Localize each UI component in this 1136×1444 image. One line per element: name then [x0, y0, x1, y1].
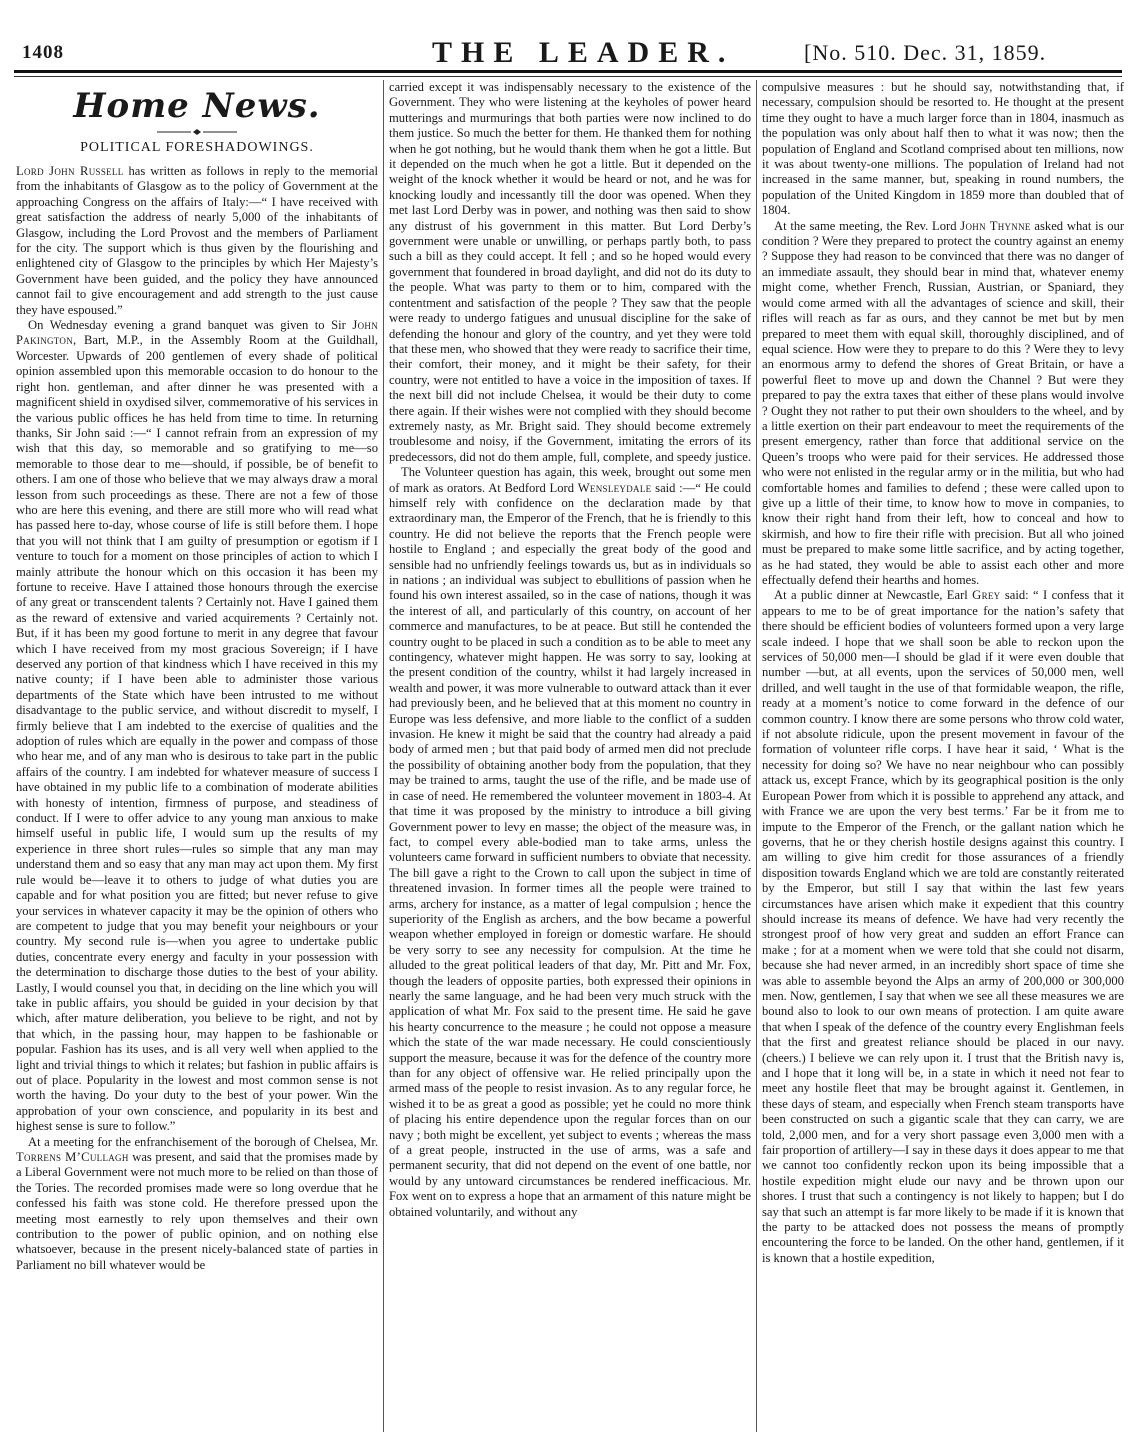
paragraph: [16, 318, 378, 1135]
paragraph: [762, 588, 1124, 1266]
person-name: Wensleydale: [577, 480, 652, 495]
paragraph: [16, 1135, 378, 1274]
paragraph-text: At a meeting for the enfranchisement of the borough of Chelsea, Mr.: [28, 1134, 378, 1149]
paragraph-text: asked what is our condition ? Were they prepared to protect the country against an enemy ? Suppose they had reason to be convinced that there was no danger of an immediate assault, they should bear in mind that, whatever enemy might come, whether French, Russian, Austrian, or Spaniard, they would come armed with all the advantages of science and skill, their rifles will reach as far as ours, and they cannot be met but by men prepared to meet them with equal skill, thoroughly disciplined, and of equal science. How were they to prepare to do this ? Were they to levy an enormous army to defend the shores of Great Britain, or have a powerful fleet to move up and down the Channel ? But were they prepared to pay the extra taxes that either of these plans would involve ? Ought they not rather to put their own shoulders to the wheel, and by a little exertion on their part endeavour to meet the requirements of the present emergency, rather than force that additional service on the Queen’s troops who were paid for their services. He addressed those who were not enlisted in the regular army or in the militia, but who had comfortable homes and families to defend ; these were called upon to give up a little of their time, to know how to move in companies, to know their right hand from their left, how to conceal and how to skirmish, and how to fire their rifle with precision. But all who joined must be prepared to make some little sacrifice, and by acting together, as he had stated, they would be able to assist each other and more effectually defend their hearths and homes.: [762, 218, 1124, 587]
paragraph-text: said :—“ He could himself rely with confidence on the declaration made by that extraordinary man, the Emperor of the French, that he is friendly to this country. He did not believe the reports that the French people were hostile to England ; and especially the great body of the good and sensible had no unfriendly feelings towards us, but as in individuals so in nations ; an individual was subject to ebullitions of passion when he found his own interest assailed, so in the case of nations, though it was the interest of all, and particularly of this country, on account of her commerce and manufactures, to be at peace. But still he contended the country ought to be placed in such a condition as to be able to meet any contingency, whatever might happen. He was sorry to say, looking at the present condition of the country, whilst it had largely increased in wealth and power, it was more vulnerable to outward attack than it ever had previously been, and he believed that at this moment no country in Europe was less defensive, and more liable to the conflict of a sudden invasion. He knew it might be said that the country had already a paid body of armed men ; but that paid body of armed men did not preclude the possibility of obtaining another body from the population, that they may be trained to arms, taught the use of the rifle, and be made use of in case of need. He remembered the volunteer movement in 1803-4. At that time it was proposed by the ministry to introduce a bill giving Government power to levy en masse; the object of the measure was, in fact, to compel every able-bodied man to take arms, unless the volunteers came forward in sufficient numbers to obviate that necessity. The bill gave a right to the Crown to call upon the subject in time of threatened invasion. In former times all the people were trained to arms, archery for instance, as a matter of legal compulsion ; hence the superiority of the English as archers, and the bow became a powerful weapon whether employed in foreign or domestic warfare. He should be very sorry to see any necessity for compulsion. At the time he alluded to the great political leaders of that day, Mr. Pitt and Mr. Fox, though the leaders of opposite parties, both expressed their opinions in nearly the same language, and he had been very much struck with the application of what Mr. Fox said to the present time. He said he gave his hearty concurrence to the measure ; he could not oppose a measure which the state of the war made necessary. He could conscientiously support the measure, because it was for the defence of the country more than for any object of offensive war. He relied principally upon the armed mass of the people to resist invasion. As to any regular force, he wished it to be as great a good as possible; yet he could no more think of placing his entire dependence upon the regular forces than on our navy ; both might be excellent, yet subject to events ; whereas the mass of a great people, instructed in the use of arms, was a safe and permanent security, that did not depend on the event of one battle, nor would by any untoward circumstances be rendered inefficacious. Mr. Fox went on to express a hope that an armament of this nature might be obtained voluntarily, and without any: [389, 480, 751, 1219]
paragraph-text: , Bart, M.P., in the Assembly Room at the Guildhall, Worcester. Upwards of 200 gentlemen of every shade of political opinion assembled upon this memorable occasion to do honour to the right hon. gentleman, and after dinner he was presented with a magnificent shield in oxydised silver, commemorative of his services in the various public offices he has held from time to time. In returning thanks, Sir John said :—“ I cannot refrain from an expression of my wish that this day, so memorable and so gratifying to me—so memorable to those dear to me—should, if possible, be of benefit to others. I am one of those who believe that we may always draw a moral lesson from such proceedings as these. There are not a few of those who are here this evening, and there are still more who will read what has passed here to-day, whose course of life is still before them. I hope that you will not think that I am guilty of presumption or egotism if I venture to touch for a moment on those principles of action to which I mainly attribute the honour which on this occasion it has been my fortune to receive. Have I attained those honours through the exercise of any great or transcendent talents ? Certainly not. Have I gained them as the reward of extensive and varied acquirements ? Certainly not. But, if it has been my good fortune to merit in any degree that favour which I have received from my most gracious Sovereign; if I have deserved any portion of that kindness which I have received in this my native county; if I have been able to administer those various departments of the State which have been intrusted to me without disadvantage to the public service, and without discredit to myself, I firmly believe that I am indebted to the exercise of qualities and the adoption of rules which are equally in the power and compass of those who hear me, and of any man who is desirous to take part in the public affairs of the country. I am indebted for whatever measure of success I have obtained in my public life to a combination of moderate abilities with honesty of intention, firmness of purpose, and steadiness of conduct. If I were to offer advice to any young man anxious to make himself useful in public life, I would sum up the results of my experience in three short rules—rules so simple that any man may understand them and so easy that any man may act upon them. My first rule would be—leave it to others to judge of what duties you are capable and for what position you are fitted; but never refuse to give your services in whatever capacity it may be the opinion of others who are competent to judge that you may benefit your neighbours or your country. My second rule is—when you agree to undertake public duties, concentrate every energy and faculty in your possession with the determination to discharge those duties to the best of your ability. Lastly, I would counsel you that, in deciding on the line which you will take in public affairs, you should be guided in your decision by that which, after mature deliberation, you believe to be right, and not by that which, in the passing hour, may happen to be fashionable or popular. Fashion has its uses, and is all very well when applied to the light and trivial things to which it relates; but fashion in public affairs is out of place. Popularity in the lowest and most common sense is not worth the having. Do your duty to the best of your power. Win the approbation of your own conscience, and popularity in its best and highest sense is sure to follow.”: [16, 333, 378, 1134]
paragraph: [16, 164, 378, 318]
column-divider: [756, 80, 757, 1432]
paragraph: [389, 465, 751, 1220]
column-2: [389, 80, 751, 1430]
column-1: [16, 84, 378, 1434]
paragraph-text: The Volunteer question has again, this week, brought out some men of mark as orators. At Bedford Lord: [389, 465, 751, 495]
ornament-divider-icon: [157, 128, 237, 136]
person-name: Grey: [972, 588, 1001, 603]
person-name: Lord John Russell: [16, 164, 124, 178]
section-heading: Home News.: [73, 86, 321, 126]
article-heading: POLITICAL FORESHADOWINGS.: [80, 140, 314, 155]
paragraph: [762, 219, 1124, 589]
paragraph-text: On Wednesday evening a grand banquet was given to Sir: [28, 318, 353, 333]
person-name: Torrens M’Cullagh: [16, 1150, 129, 1164]
column-divider: [383, 80, 384, 1432]
paragraph: carried except it was indispensably necessary to the existence of the Government. They who were listening at the keyholes of power heard mutterings and murmurings that both parties were now inclined to do them justice. So much the better for them. He thanked them for nothing when he got nothing, but he would thank them when he got a little. But it depended on the much when he got a little. But it depended on the weight of the knock whether it would be heard or not, and he was for knocking loudly and incessantly till the door was opened. When they met last Lord Derby was in power, and nothing was then said to show any distrust of his government in this matter. But Lord Derby’s government were unable or unwilling, or perhaps partly both, to pass such a bill as they could accept. It fell ; and so he hoped would every government that foundered in broad daylight, and did not do its duty to the people. What was party to them or to him, compared with the contentment and satisfaction of the people ? They saw that the people were ready to undergo fatigues and unusual discipline for the sake of defending the honour and glory of the country, and yet they were told that these men, who showed that they were ready to sacrifice their time, their comfort, their money, and it might be their safety, for their country, were not entitled to have a voice in the imposition of taxes. If the next bill did not include Chelsea, it would be their duty to come there again. If their wishes were not complied with they should become extremely nasty, as Mr. Bright said. They should become extremely troublesome and noisy, if the Government, imitating the errors of its predecessors, did not do them ample, full, complete, and speedy justice.: [389, 80, 751, 464]
paragraph-text: said: “ I confess that it appears to me to be of great importance for the nation’s safety that there should be efficient bodies of volunteers formed upon a very large scale indeed. I hope that we shall soon be able to reckon upon the services of 50,000 men—I should be glad if it were even double that number —but, at all events, upon the services of 50,000 men, well drilled, and well taught in the use of that formidable weapon, the rifle, ready at a moment’s notice to come forward in the defence of our common country. I know there are some persons who throw cold water, if not absolute ridicule, upon the present movement in favour of the formation of volunteer rifle corps. I have hear it said, ‘ What is the necessity for doing so? We have no near neighbour who can possibly attack us, except France, which by its geographical position is the only European Power from which it is possible to apprehend any attack, and with France we are upon the very best terms.’ Far be it from me to impute to the Emperor of the French, or the gallant nation which he governs, that he or they cherish hostile designs against this country. I am willing to give him credit for those assurances of a friendly disposition towards England which we are told are constantly reiterated by the Emperor, but still I say that within the last few years circumstances have arisen which make it expedient that this country should increase its means of defence. We have had very recently the strongest proof of how very great and sudden an effort France can make ; for at a moment when we were told that she could not disarm, because she had never armed, in an incredibly short space of time she was able to assemble beyond the Alps an army of 200,000 or 300,000 men. Now, gentlemen, I say that when we see all these measures we are bound also to look to our own means of protection. I am quite aware that when I speak of the defence of the country every Englishman feels that the first and greatest reliance should be placed in our navy. (cheers.) I believe we can rely upon it. I trust that the British navy is, and I hope that it long will be, in a state in which it need not fear to meet any hostile fleet that may be brought against it. Gentlemen, in these days of steam, and especially when French steam transports have been constructed on such a gigantic scale that they can carry, we are told, 2,000 men, and for a very short passage even 3,000 men with a fair proportion of artillery—I say in these days it does appear to me that we cannot too confidently reckon upon its being impossible that a hostile expedition might elude our navy and be thrown upon our shores. I trust that such a contingency is not likely to happen; but I do say that such an attempt is far more likely to be made if it is known that the party to be attacked does not possess the means of promptly encountering the force to be landed. On the other hand, gentlemen, if it is known that a hostile expedition,: [762, 588, 1124, 1265]
paragraph-text: At the same meeting, the Rev. Lord: [774, 218, 961, 233]
paragraph-text: At a public dinner at Newcastle, Earl: [774, 588, 973, 603]
paragraph-text: was present, and said that the promises made by a Liberal Government were not much more to be relied on than those of the Tories. The recorded promises made were so long overdue that he confessed his faith was stone cold. He therefore pressed upon the meeting most earnestly to rely upon themselves and their own contribution to the power of public opinion, and on nothing else whatsoever, because in the present nicely-balanced state of parties in Parliament no bill whatever would be: [16, 1150, 378, 1272]
page-number: 1408: [22, 42, 64, 63]
person-name: John Pakington: [16, 318, 378, 348]
paper-title: THE LEADER.: [432, 36, 735, 69]
masthead-rule: [14, 70, 1122, 73]
paragraph: compulsive measures : but he should say, notwithstanding that, if necessary, compulsion should be resorted to. He thought at the present time they ought to have a much larger force than in 1804, inasmuch as the population was only about half then to what it was now; then the population of England and Scotland comprised about ten millions, now it was about twenty-one millions. The population of Ireland had not increased in the same manner, but, speaking in round numbers, the population of the United Kingdom in 1859 more than doubled that of 1804.: [762, 80, 1124, 218]
masthead-rule-thin: [14, 76, 1122, 77]
paragraph-text: has written as follows in reply to the memorial from the inhabitants of Glasgow as to the policy of Government at the approaching Congress on the affairs of Italy:—“ I have received with great satisfaction the address of nearly 5,000 of the inhabitants of Glasgow, including the Lord Provost and the members of Parliament for the city. The support which is thus given by the flourishing and enlightened city of Glasgow to the principles by which Her Majesty’s Government have been guided, and the policy they have announced cannot fail to give encouragement and add strength to the just cause they have espoused.”: [16, 164, 378, 317]
masthead: [14, 30, 1122, 70]
person-name: John Thynne: [960, 218, 1031, 233]
column-3: [762, 80, 1124, 1430]
issue-date: [No. 510. Dec. 31, 1859.: [804, 40, 1047, 65]
